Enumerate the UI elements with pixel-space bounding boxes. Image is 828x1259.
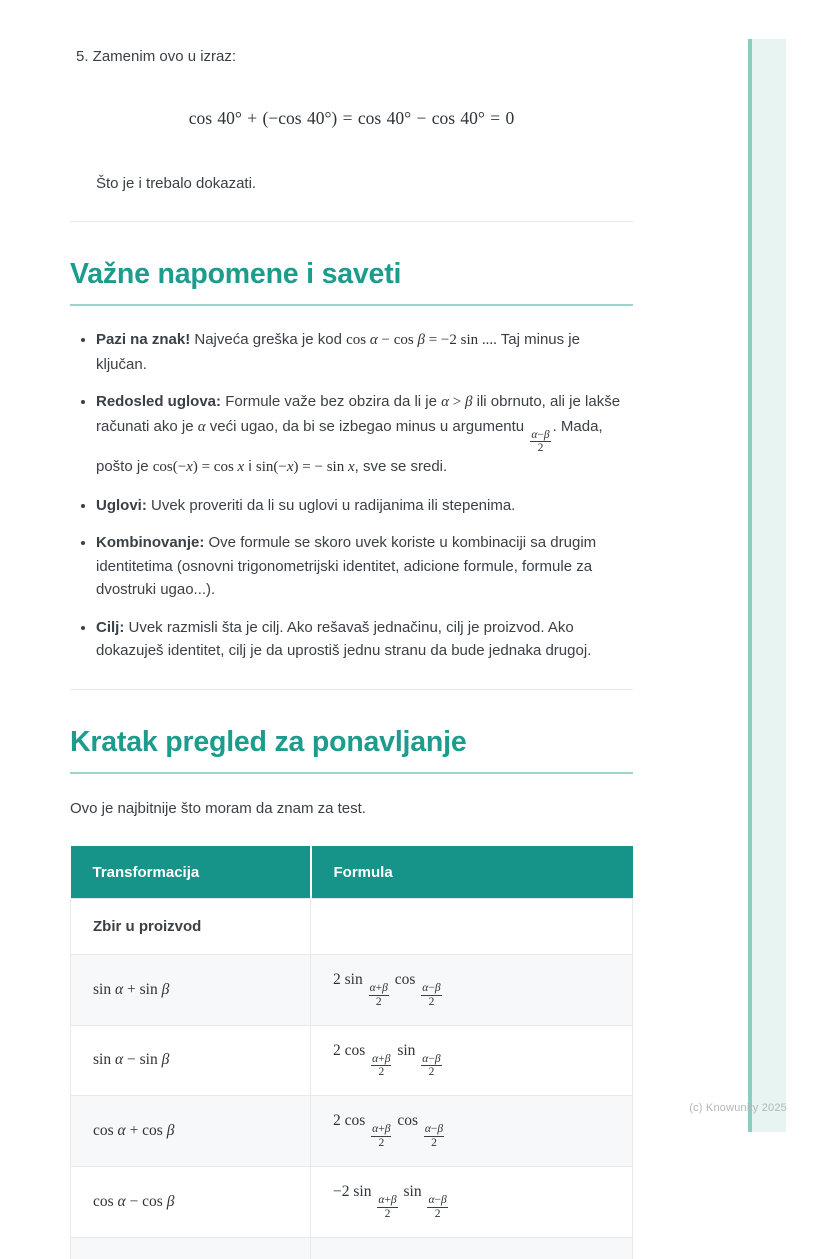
text-segment: . Mada, pošto je bbox=[96, 417, 603, 476]
table-column-header: Formula bbox=[311, 846, 633, 899]
math-text: −2 sin bbox=[333, 1183, 376, 1200]
page-content bbox=[70, 40, 633, 1259]
text-segment: veći ugao, da bi se izbegao minus u argumentu bbox=[205, 417, 529, 435]
fraction: $\frac{\alpha-\beta}{2}$ bbox=[424, 1123, 444, 1150]
fraction: $\frac{\alpha+\beta}{2}$ bbox=[369, 981, 388, 1008]
text-segment: Pazi na znak! bbox=[96, 331, 191, 348]
text-segment: ili obrnuto, ali je lakše računati ako je bbox=[96, 393, 621, 435]
math-text: sin α + sin β bbox=[93, 980, 170, 998]
text-segment: Ove formule se skoro uvek koriste u kombinaciji sa drugim identitetima (osnovni trigonometrijski identitet, adicione formule, formule za dvostruki ugao...). bbox=[96, 534, 597, 599]
page-edge-strip bbox=[748, 39, 786, 1132]
text-segment: Kombinovanje: bbox=[96, 534, 205, 552]
formula-table-head bbox=[71, 846, 633, 899]
fraction: $\frac{\alpha+\beta}{2}$ bbox=[372, 1052, 391, 1079]
text-segment: , sve se sredi. bbox=[354, 458, 448, 476]
math-text: cos bbox=[393, 1112, 422, 1130]
math-text: cos(−x) = cos x bbox=[152, 459, 245, 476]
section-divider bbox=[70, 689, 633, 690]
table-row bbox=[71, 1237, 633, 1259]
text-segment: i bbox=[244, 458, 256, 476]
math-text: α bbox=[197, 418, 206, 435]
formula-cell bbox=[311, 1167, 633, 1238]
text-segment: Najveća greška je kod bbox=[190, 331, 347, 348]
notes-list bbox=[70, 328, 633, 663]
watermark: (c) Knowunity 2025 bbox=[689, 1102, 787, 1114]
table-column-header: Transformacija bbox=[71, 846, 311, 899]
table-row bbox=[71, 1025, 633, 1096]
note-item bbox=[96, 328, 633, 376]
fraction: $\frac{\alpha-\beta}{2}$ bbox=[531, 428, 550, 455]
math-text: cos α − cos β = −2 sin .... bbox=[346, 332, 497, 348]
fraction: $\frac{\alpha-\beta}{2}$ bbox=[422, 1052, 441, 1079]
formula-cell bbox=[311, 898, 633, 954]
transformation-cell bbox=[71, 1025, 311, 1096]
section-title-review: Kratak pregled za ponavljanje bbox=[70, 726, 633, 774]
math-text: cos α + cos β bbox=[93, 1122, 175, 1140]
proof-equation bbox=[70, 108, 633, 129]
table-header-row bbox=[71, 846, 633, 899]
note-item bbox=[96, 494, 633, 518]
text-segment: Redosled uglova: bbox=[96, 393, 222, 410]
formula-cell bbox=[311, 1096, 633, 1167]
text-segment: Uvek razmisli šta je cilj. Ako rešavaš jednačinu, cilj je proizvod. Ako dokazuješ identitet, cilj je da uprostiš jednu stranu da bude jednaka drugoj. bbox=[96, 618, 592, 660]
formula-cell bbox=[311, 1237, 633, 1259]
note-item bbox=[96, 531, 633, 602]
math-text: sin bbox=[399, 1183, 426, 1200]
transformation-cell bbox=[71, 954, 311, 1025]
math-text: 2 sin bbox=[333, 970, 367, 988]
formula-table-body bbox=[71, 898, 633, 1259]
math-text: sin bbox=[393, 1041, 420, 1059]
formula-table bbox=[70, 846, 633, 1259]
review-intro: Ovo je najbitnije što moram da znam za test. bbox=[70, 799, 366, 817]
transformation-cell bbox=[71, 1237, 311, 1259]
text-segment: Taj minus je ključan. bbox=[96, 331, 580, 373]
table-row bbox=[71, 1167, 633, 1238]
fraction: $\frac{\alpha-\beta}{2}$ bbox=[428, 1194, 447, 1220]
formula-cell bbox=[311, 1025, 633, 1096]
math-text: 2 cos bbox=[333, 1112, 370, 1130]
math-text: α > β bbox=[441, 394, 473, 410]
transformation-cell bbox=[71, 898, 311, 954]
note-item bbox=[96, 616, 633, 663]
text-segment: Zbir u proizvod bbox=[93, 917, 202, 935]
note-item bbox=[96, 390, 633, 480]
proof-step: 5. Zamenim ovo u izraz: bbox=[76, 48, 237, 65]
table-row bbox=[71, 1096, 633, 1167]
math-text: cos bbox=[390, 970, 420, 988]
fraction: $\frac{\alpha+\beta}{2}$ bbox=[378, 1194, 397, 1220]
table-row bbox=[71, 954, 633, 1025]
text-segment: Uvek proveriti da li su uglovi u radijanima ili stepenima. bbox=[146, 496, 516, 514]
section-divider bbox=[70, 221, 633, 222]
math-text: sin α − sin β bbox=[93, 1051, 170, 1069]
transformation-cell bbox=[71, 1096, 311, 1167]
text-segment: Formule važe bez obzira da li je bbox=[221, 393, 442, 410]
math-text: sin(−x) = − sin x bbox=[255, 459, 355, 476]
proof-conclusion: Što je i trebalo dokazati. bbox=[96, 175, 257, 192]
fraction: $\frac{\alpha+\beta}{2}$ bbox=[372, 1123, 391, 1150]
math-text: cos 40° + (−cos 40°) = cos 40° − cos 40° = 0 bbox=[188, 108, 515, 128]
transformation-cell bbox=[71, 1167, 311, 1238]
fraction: $\frac{\alpha-\beta}{2}$ bbox=[422, 981, 441, 1008]
math-text: 2 cos bbox=[333, 1041, 370, 1059]
section-title-notes: Važne napomene i saveti bbox=[70, 258, 633, 306]
math-text: cos α − cos β bbox=[93, 1192, 175, 1210]
text-segment: Cilj: bbox=[96, 618, 125, 636]
text-segment: Uglovi: bbox=[96, 496, 147, 514]
formula-cell bbox=[311, 954, 633, 1025]
table-row bbox=[71, 898, 633, 954]
